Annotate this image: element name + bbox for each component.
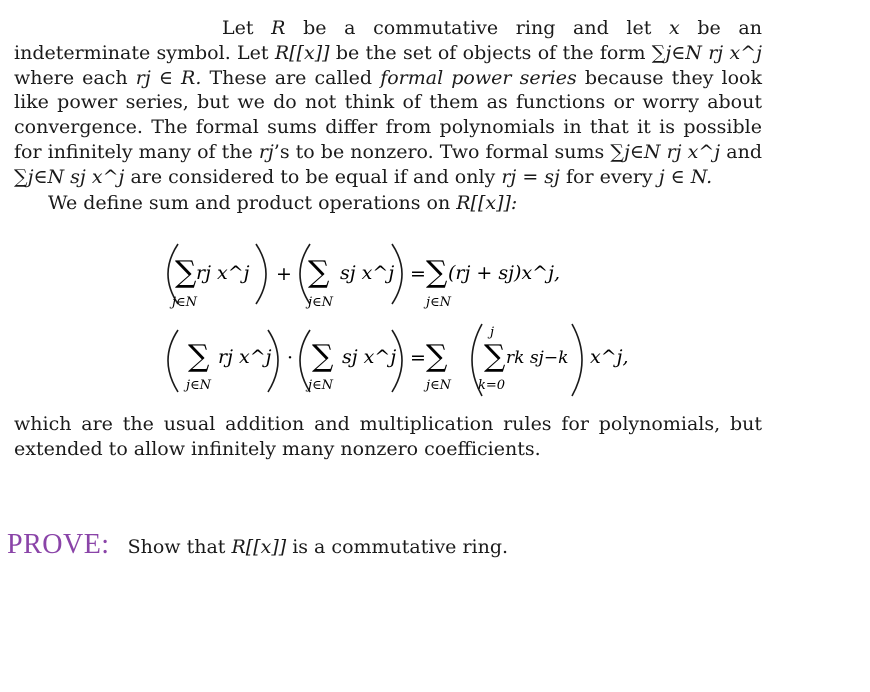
- times-operator: ·: [287, 347, 294, 369]
- math-sum-form: ∑j∈N rj x^j: [651, 41, 763, 64]
- closing-paragraph: [14, 412, 762, 462]
- math-rj-in-R: rj ∈ R.: [135, 66, 202, 89]
- text-segment: and: [726, 140, 762, 163]
- product-equation: [168, 324, 629, 396]
- text-segment: Show that: [127, 536, 226, 558]
- sigma-symbol: ∑: [308, 255, 330, 290]
- inner-lower-limit: k=0: [478, 378, 506, 393]
- text-segment: are considered to be equal if and only: [130, 165, 496, 188]
- right-paren: [572, 324, 582, 396]
- text-segment: ’s to be nonzero. Two formal sums: [273, 140, 605, 163]
- sum-index: j∈N: [426, 378, 452, 393]
- sigma-symbol: ∑: [188, 339, 210, 374]
- math-j-in-N: j ∈ N.: [658, 165, 713, 188]
- math-rj: rj: [258, 140, 274, 163]
- inner-upper-limit: j: [490, 325, 495, 340]
- sum-index: j∈N: [426, 295, 452, 310]
- text-segment: is a commutative ring.: [292, 536, 509, 558]
- term-sjxj: sj x^j: [342, 346, 397, 368]
- term-rjxj: rj x^j: [218, 346, 272, 368]
- right-paren: [256, 244, 266, 304]
- prove-label: PROVE:: [7, 529, 110, 560]
- text-segment: be a commutative ring and let: [303, 17, 652, 39]
- sigma-symbol: ∑: [312, 339, 334, 374]
- left-paren: [168, 330, 178, 392]
- text-segment: be an indeterminate symbol. Let: [14, 17, 762, 64]
- convolution-term: rk sj−k: [506, 348, 569, 368]
- prove-body: [128, 536, 508, 558]
- text-segment: where each: [14, 66, 128, 89]
- math-power-series-ring: R[[x]]: [274, 41, 330, 64]
- plus-operator: +: [276, 263, 292, 285]
- math-sum-r: ∑j∈N rj x^j: [610, 140, 721, 163]
- text-segment: for every: [566, 165, 653, 188]
- sum-index: j∈N: [172, 295, 198, 310]
- term-rjxj: rj x^j: [196, 262, 250, 284]
- term-xj: x^j,: [590, 346, 629, 368]
- sigma-symbol: ∑: [426, 339, 448, 374]
- term-sjxj: sj x^j: [340, 262, 395, 284]
- sum-index: j∈N: [186, 378, 212, 393]
- text-segment: which are the usual addition and multiplication rules for polynomials, but extended to allow infinitely many nonzero coefficients.: [14, 413, 762, 460]
- text-segment: These are called: [209, 66, 373, 89]
- math-indeterminate-x: x: [669, 17, 680, 39]
- math-equality: rj = sj: [501, 165, 560, 188]
- math-ring-R: R: [271, 17, 286, 39]
- sigma-symbol: ∑: [426, 255, 448, 290]
- math-sum-s: ∑j∈N sj x^j: [14, 165, 125, 188]
- prove-statement: [7, 529, 508, 561]
- sum-equation: [168, 244, 560, 310]
- text-segment: because they look like power series, but we do not think of them as functions or worry about convergence. The formal sums differ from polynomials in that it is possible for infinitely many of the: [14, 66, 763, 163]
- text-segment: We define sum and product operations on: [48, 192, 451, 214]
- emphasis-term: formal power series: [380, 66, 577, 89]
- math-power-series-ring: R[[x]]: [231, 536, 287, 558]
- sum-index: j∈N: [308, 378, 334, 393]
- equals-sign: =: [410, 263, 426, 285]
- text-segment: be the set of objects of the form: [335, 41, 646, 64]
- sigma-symbol: ∑: [175, 255, 197, 290]
- equals-sign: =: [410, 347, 426, 369]
- rhs-sum: (rj + sj)x^j,: [448, 262, 561, 284]
- sum-index: j∈N: [308, 295, 334, 310]
- math-power-series-ring: R[[x]]:: [456, 192, 518, 214]
- sigma-symbol: ∑: [484, 339, 506, 374]
- text-segment: Let: [222, 17, 254, 39]
